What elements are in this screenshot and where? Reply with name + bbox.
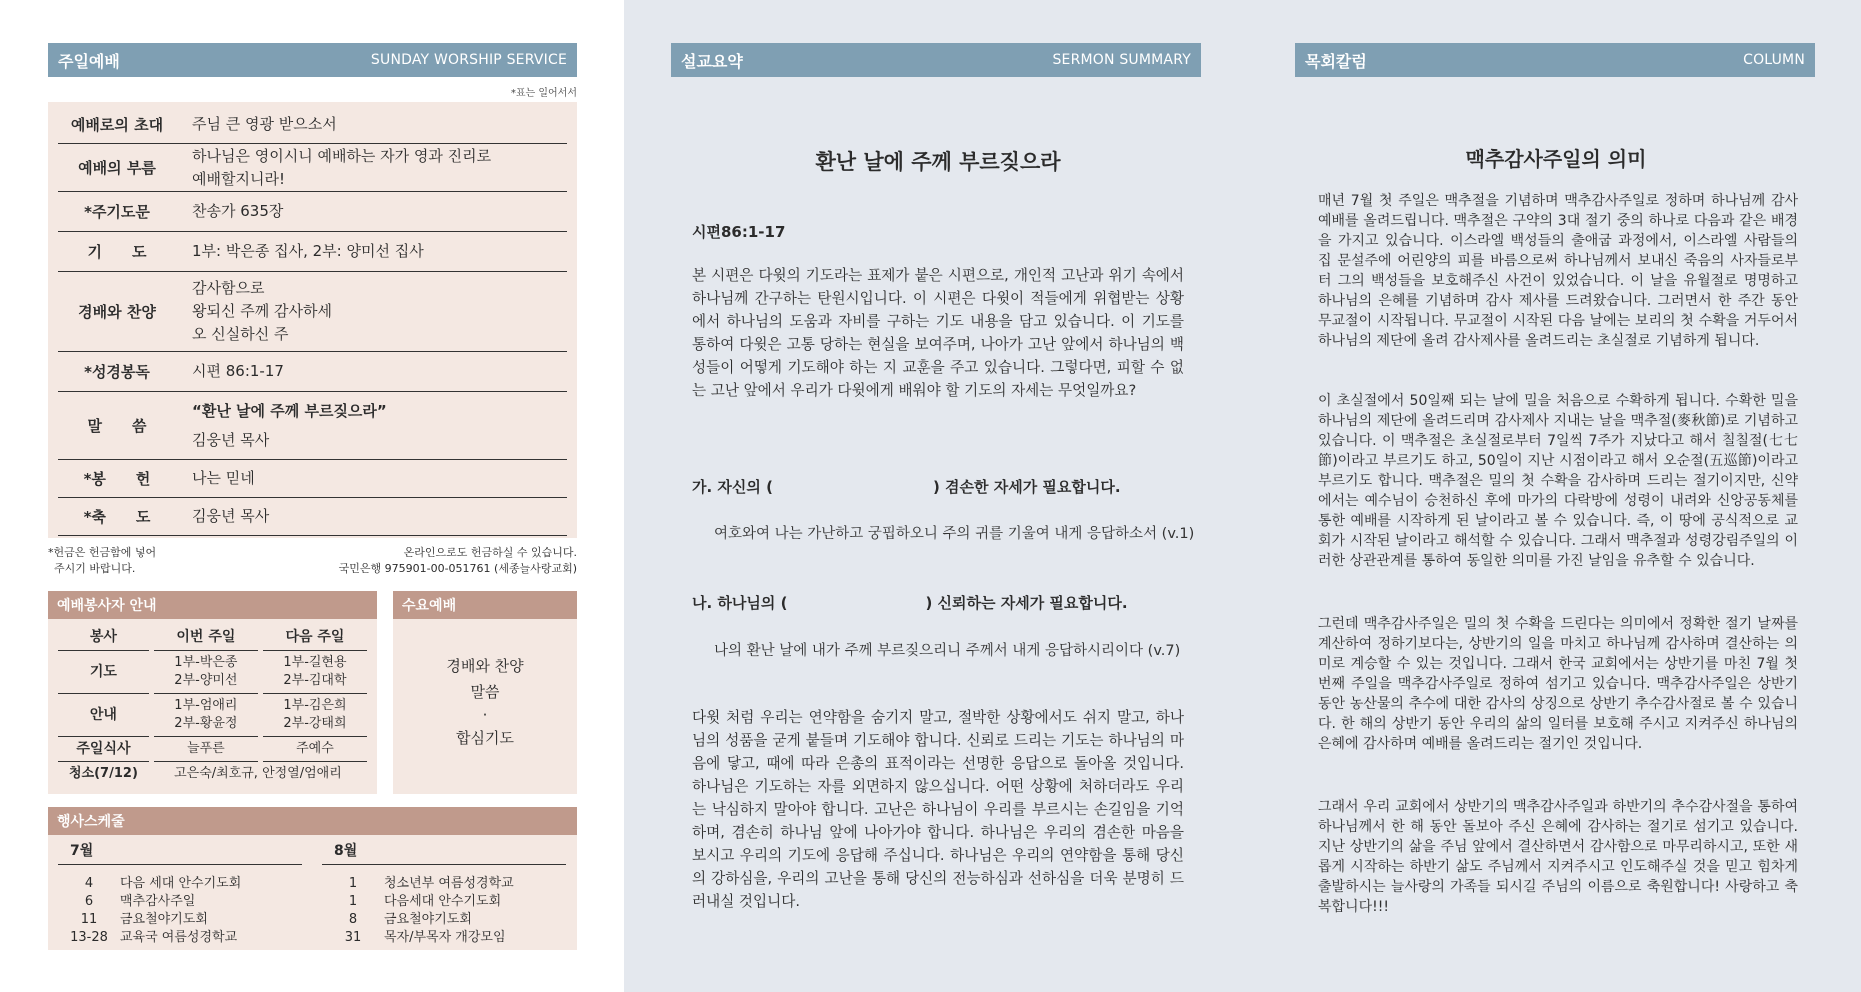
preacher-value: 김웅년 목사 — [192, 430, 270, 449]
wednesday-item: 경배와 찬양 — [446, 657, 524, 675]
worship-header-title: 주일예배 — [58, 51, 120, 71]
cleaning-value: 고은숙/최호규, 안정열/엄애리 — [174, 766, 342, 781]
verse-2: 나의 환난 날에 내가 주께 부르짖으리니 주께서 내게 응답하시리이다 (v.7) — [714, 643, 1181, 659]
event-name: 다음세대 안수기도회 — [384, 894, 502, 909]
order-label: 예배로의 초대 — [70, 116, 164, 134]
month-label: 7월 — [58, 838, 302, 865]
cleaning-label: 청소(7/12) — [69, 766, 138, 781]
column-header-subtitle: COLUMN — [1743, 52, 1805, 68]
order-row — [58, 232, 567, 272]
order-value-line: 왕되신 주께 감사하세 — [192, 302, 332, 320]
column-header-title: 목회칼럼 — [1305, 51, 1367, 71]
order-value: 김웅년 목사 — [192, 507, 270, 525]
order-row — [58, 392, 567, 460]
schedule-box — [48, 835, 577, 950]
offering-note-line: *헌금은 헌금함에 넣어 — [48, 546, 157, 559]
order-label: 경배와 찬양 — [78, 303, 156, 321]
wednesday-header: 수요예배 — [393, 591, 577, 619]
event-day: 8 — [348, 912, 358, 927]
wednesday-item: 합심기도 — [456, 729, 514, 747]
table-cell: 주예수 — [263, 737, 367, 762]
event-day: 11 — [80, 912, 98, 927]
servers-table-box — [48, 619, 377, 794]
offering-note-line: 온라인으로도 헌금하실 수 있습니다. — [403, 546, 577, 559]
event-name: 맥추감사주일 — [120, 894, 196, 909]
sermon-header-title: 설교요약 — [681, 51, 743, 71]
event-day: 4 — [84, 876, 94, 891]
servers-header: 예배봉사자 안내 — [48, 591, 377, 619]
name-line: 2부-양미선 — [174, 673, 238, 688]
event-name: 교육국 여름성경학교 — [120, 930, 238, 945]
table-cell: 늘푸른 — [154, 737, 258, 762]
offering-note-right — [339, 545, 577, 577]
list-item — [58, 875, 302, 893]
event-name: 목자/부목자 개강모임 — [384, 930, 506, 945]
table-cell — [263, 651, 367, 694]
role-cell: 주일식사 — [58, 737, 149, 762]
order-value: 나는 믿네 — [192, 469, 255, 487]
schedule-month — [58, 838, 302, 950]
table-cell — [154, 694, 258, 737]
list-item — [322, 929, 566, 947]
scripture-reference: 시편86:1-17 — [692, 223, 786, 241]
wednesday-item: 말씀 — [470, 683, 500, 701]
order-value-line: 예배할지니라! — [192, 169, 285, 188]
event-day: 6 — [84, 894, 94, 909]
table-row — [58, 651, 367, 694]
worship-order — [48, 102, 577, 538]
column-title: 맥추감사주일의 의미 — [1465, 147, 1647, 171]
column-paragraph: 그런데 맥추감사주일은 밀의 첫 수확을 드린다는 의미에서 정확한 절기 날짜를 계산하여 정하기보다는, 상반기의 일을 마치고 하나님께 감사하며 결산하는 의미로 계승할 수 있는 것입니다. 그래서 한국 교회에서는 상반기를 마친 7월 첫 번째 주일을 맥추감사주일로 정하여 섬기고 있습니다. 맥추감사주일은 상반기 동안 농산물의 추수에 대한 감사의 상징으로 상반기 추수감사절로 볼 수 있습니다. 한 해의 상반기 동안 우리의 삶의 일터를 보호해 주시고 지켜주신 하나님의 은혜에 감사하며 예배를 올려드리는 절기인 것입니다. — [1318, 616, 1798, 752]
list-item — [322, 875, 566, 893]
order-row — [58, 272, 567, 352]
event-name: 금요철야기도회 — [120, 912, 208, 927]
order-label: *봉 헌 — [83, 470, 151, 488]
table-row — [58, 694, 367, 737]
order-value: 1부: 박은종 집사, 2부: 양미선 집사 — [192, 242, 424, 260]
column-header: 다음 주일 — [263, 621, 367, 651]
sermon-intro: 본 시편은 다윗의 기도라는 표제가 붙은 시편으로, 개인적 고난과 위기 속에서 하나님께 간구하는 탄원시입니다. 이 시편은 다윗이 적들에게 위협받는 상황에서 하나님의 도움과 자비를 구하는 기도 내용을 담고 있습니다. 이 기도를 통하여 다윗은 고통 당하는 현실을 보여주며, 나아가 고난 앞에서 하나님의 백성들이 어떻게 기도해야 하는 지 교훈을 주고 있습니다. 그렇다면, 피할 수 없는 고난 앞에서 우리가 다윗에게 배워야 할 기도의 자세는 무엇일까요? — [692, 267, 1184, 399]
verse-1: 여호와여 나는 가난하고 궁핍하오니 주의 귀를 기울여 내게 응답하소서 (v.1) — [714, 526, 1195, 542]
name-line: 1부-길현용 — [283, 655, 347, 670]
order-value: 시편 86:1-17 — [192, 362, 284, 380]
role-cell: 기도 — [58, 651, 149, 694]
order-value: 찬송가 635장 — [192, 202, 284, 220]
wednesday-list — [393, 653, 577, 751]
order-label: *성경봉독 — [84, 363, 150, 381]
worship-header — [48, 43, 577, 77]
table-row — [58, 762, 367, 787]
table-cell — [154, 651, 258, 694]
table-row — [58, 737, 367, 762]
column-header — [1295, 43, 1815, 77]
name-line: 2부-김대학 — [283, 673, 347, 688]
event-name: 금요철야기도회 — [384, 912, 472, 927]
servers-header-row — [58, 621, 367, 651]
sermon-point-2 — [692, 592, 1128, 613]
order-row — [58, 192, 567, 232]
list-item — [322, 911, 566, 929]
order-row — [58, 498, 567, 536]
order-value-line: 하나님은 영이시니 예배하는 자가 영과 진리로 — [192, 146, 492, 165]
column-paragraph: 매년 7월 첫 주일은 맥추절을 기념하며 맥추감사주일로 정하며 하나님께 감사예배를 올려드립니다. 맥추절은 구약의 3대 절기 중의 하나로 다음과 같은 배경을 가지고 있습니다. 이스라엘 백성들의 출애굽 과정에서, 이스라엘 사람들의 집 문설주에 어린양의 피를 바름으로써 하나님께서 보내신 죽음의 사자들로부터 그의 백성들을 보호해주신 사건이 있었습니다. 이 날을 유월절로 명명하고 하나님의 은혜를 기념하며 감사 제사를 드려왔습니다. 그러면서 한 주간 동안 무교절이 시작됩니다. 무교절이 시작된 다음 날에는 보리의 첫 수확을 거두어서 하나님의 제단에 올려 감사제사를 올려드리는 초실절로 기념하게 됩니다. — [1318, 193, 1798, 349]
column-header: 이번 주일 — [154, 621, 258, 651]
name-line: 2부-강태희 — [283, 716, 347, 731]
name-line: 1부-박은종 — [174, 655, 238, 670]
wednesday-item: · — [482, 706, 488, 724]
point-text: ) 신뢰하는 자세가 필요합니다. — [925, 594, 1128, 612]
name-line: 2부-황윤정 — [174, 716, 238, 731]
table-cell — [263, 694, 367, 737]
schedule-header: 행사스케줄 — [48, 807, 577, 835]
column-header: 봉사 — [58, 621, 149, 651]
sermon-title: 환난 날에 주께 부르짖으라 — [815, 150, 1061, 174]
event-name: 청소년부 여름성경학교 — [384, 876, 514, 891]
schedule-month — [322, 838, 566, 950]
order-label: 기 도 — [87, 243, 147, 261]
order-row — [58, 144, 567, 192]
order-value-line: 감사함으로 — [192, 279, 265, 297]
order-row — [58, 106, 567, 144]
sermon-header-subtitle: SERMON SUMMARY — [1052, 52, 1191, 68]
point-text: 가. 자신의 ( — [692, 478, 773, 496]
role-cell: 안내 — [58, 694, 149, 737]
order-value-line: 오 신실하신 주 — [192, 325, 289, 343]
order-value — [176, 145, 491, 191]
offering-note-line: 주시기 바랍니다. — [54, 562, 136, 575]
event-day: 1 — [348, 876, 358, 891]
point-text: 나. 하나님의 ( — [692, 594, 788, 612]
list-item — [58, 929, 302, 947]
event-day: 13-28 — [70, 930, 108, 945]
offering-note-left — [48, 545, 156, 577]
name-line: 1부-엄애리 — [174, 698, 238, 713]
event-day: 31 — [344, 930, 362, 945]
sermon-point-1 — [692, 476, 1121, 497]
order-value: 주님 큰 영광 받으소서 — [192, 115, 337, 133]
order-label: 예배의 부름 — [78, 159, 156, 177]
order-label: 말 씀 — [87, 417, 147, 435]
month-label: 8월 — [322, 838, 566, 865]
wednesday-box — [393, 619, 577, 794]
servers-table — [58, 621, 367, 786]
event-name: 다음 세대 안수기도회 — [120, 876, 242, 891]
bank-account: 국민은행 975901-00-051761 (세종늘사랑교회) — [338, 562, 577, 575]
sermon-header — [671, 43, 1201, 77]
list-item — [58, 911, 302, 929]
list-item — [58, 893, 302, 911]
order-value — [176, 400, 387, 452]
order-row — [58, 460, 567, 498]
order-label: *주기도문 — [84, 203, 150, 221]
column-paragraph: 그래서 우리 교회에서 상반기의 맥추감사주일과 하반기의 추수감사절을 통하여 하나님께서 한 해 동안 돌보아 주신 은혜에 감사하는 절기로 섬기고 있습니다. 지난 상반기의 삶을 주님 앞에서 결산하면서 감사함으로 마무리하시고, 또한 새롭게 시작하는 하반기 삶도 주님께서 지켜주시고 인도해주실 것을 믿고 힘차게 출발하시는 늘사랑의 가족들 되시길 주님의 이름으로 축원합니다! 사랑하고 축복합니다!!! — [1318, 799, 1798, 915]
order-row — [58, 352, 567, 392]
offering-notes — [48, 545, 577, 577]
column-paragraph: 이 초실절에서 50일째 되는 날에 밀을 처음으로 수확하게 됩니다. 수확한 밀을 하나님의 제단에 올려드리며 감사제사 지내는 날을 맥추절(麥秋節)로 기념하고 있습니다. 이 맥추절은 초실절로부터 7일씩 7주가 지났다고 해서 칠칠절(七七節)이라고 부르기도 하고, 50일이 지난 시점이라고 해서 오순절(五巡節)이라고 부르기도 합니다. 맥추절은 밀의 첫 수확을 감사하며 드리는 절기이지만, 신약에서는 예수님이 승천하신 후에 마가의 다락방에 성령이 내려와 신앙공동체를 통한 예배를 시작하게 된 날이라고 볼 수 있습니다. 즉, 이 땅에 공식적으로 교회가 시작된 날이라고 해석할 수 있습니다. 그래서 맥추절과 성령강림주일의 이러한 상관관계를 통하여 동일한 의미를 가진 날임을 유추할 수 있습니다. — [1318, 393, 1798, 569]
point-text: ) 겸손한 자세가 필요합니다. — [932, 478, 1121, 496]
sermon-closing: 다윗 처럼 우리는 연약함을 숨기지 말고, 절박한 상황에서도 쉬지 말고, 하나님의 성품을 굳게 붙들며 기도해야 합니다. 신뢰로 드리는 기도는 하나님의 마음에 닿고, 때에 따라 은총의 표적이라는 선명한 응답으로 돌아올 것입니다. 하나님은 기도하는 자를 외면하지 않으십니다. 어떤 상황에 처하더라도 우리는 낙심하지 말아야 합니다. 고난은 하나님이 우리를 부르시는 손길임을 기억하며, 겸손히 하나님 앞에 나아가야 합니다. 하나님은 우리의 겸손한 마음을 보시고 우리의 기도에 응답해 주십니다. 하나님은 우리의 연약함을 통해 당신의 강하심을, 우리의 고난을 통해 당신의 전능하심과 선하심을 더욱 분명히 드러내실 것입니다. — [692, 709, 1184, 910]
sermon-title-value: “환난 날에 주께 부르짖으라” — [192, 401, 387, 420]
list-item — [322, 893, 566, 911]
event-day: 1 — [348, 894, 358, 909]
order-label: *축 도 — [83, 508, 151, 526]
worship-header-subtitle: SUNDAY WORSHIP SERVICE — [370, 52, 567, 68]
standing-note: *표는 일어서서 — [510, 88, 577, 99]
name-line: 1부-김은희 — [283, 698, 347, 713]
order-value — [176, 277, 332, 346]
worship-panel — [0, 0, 624, 992]
